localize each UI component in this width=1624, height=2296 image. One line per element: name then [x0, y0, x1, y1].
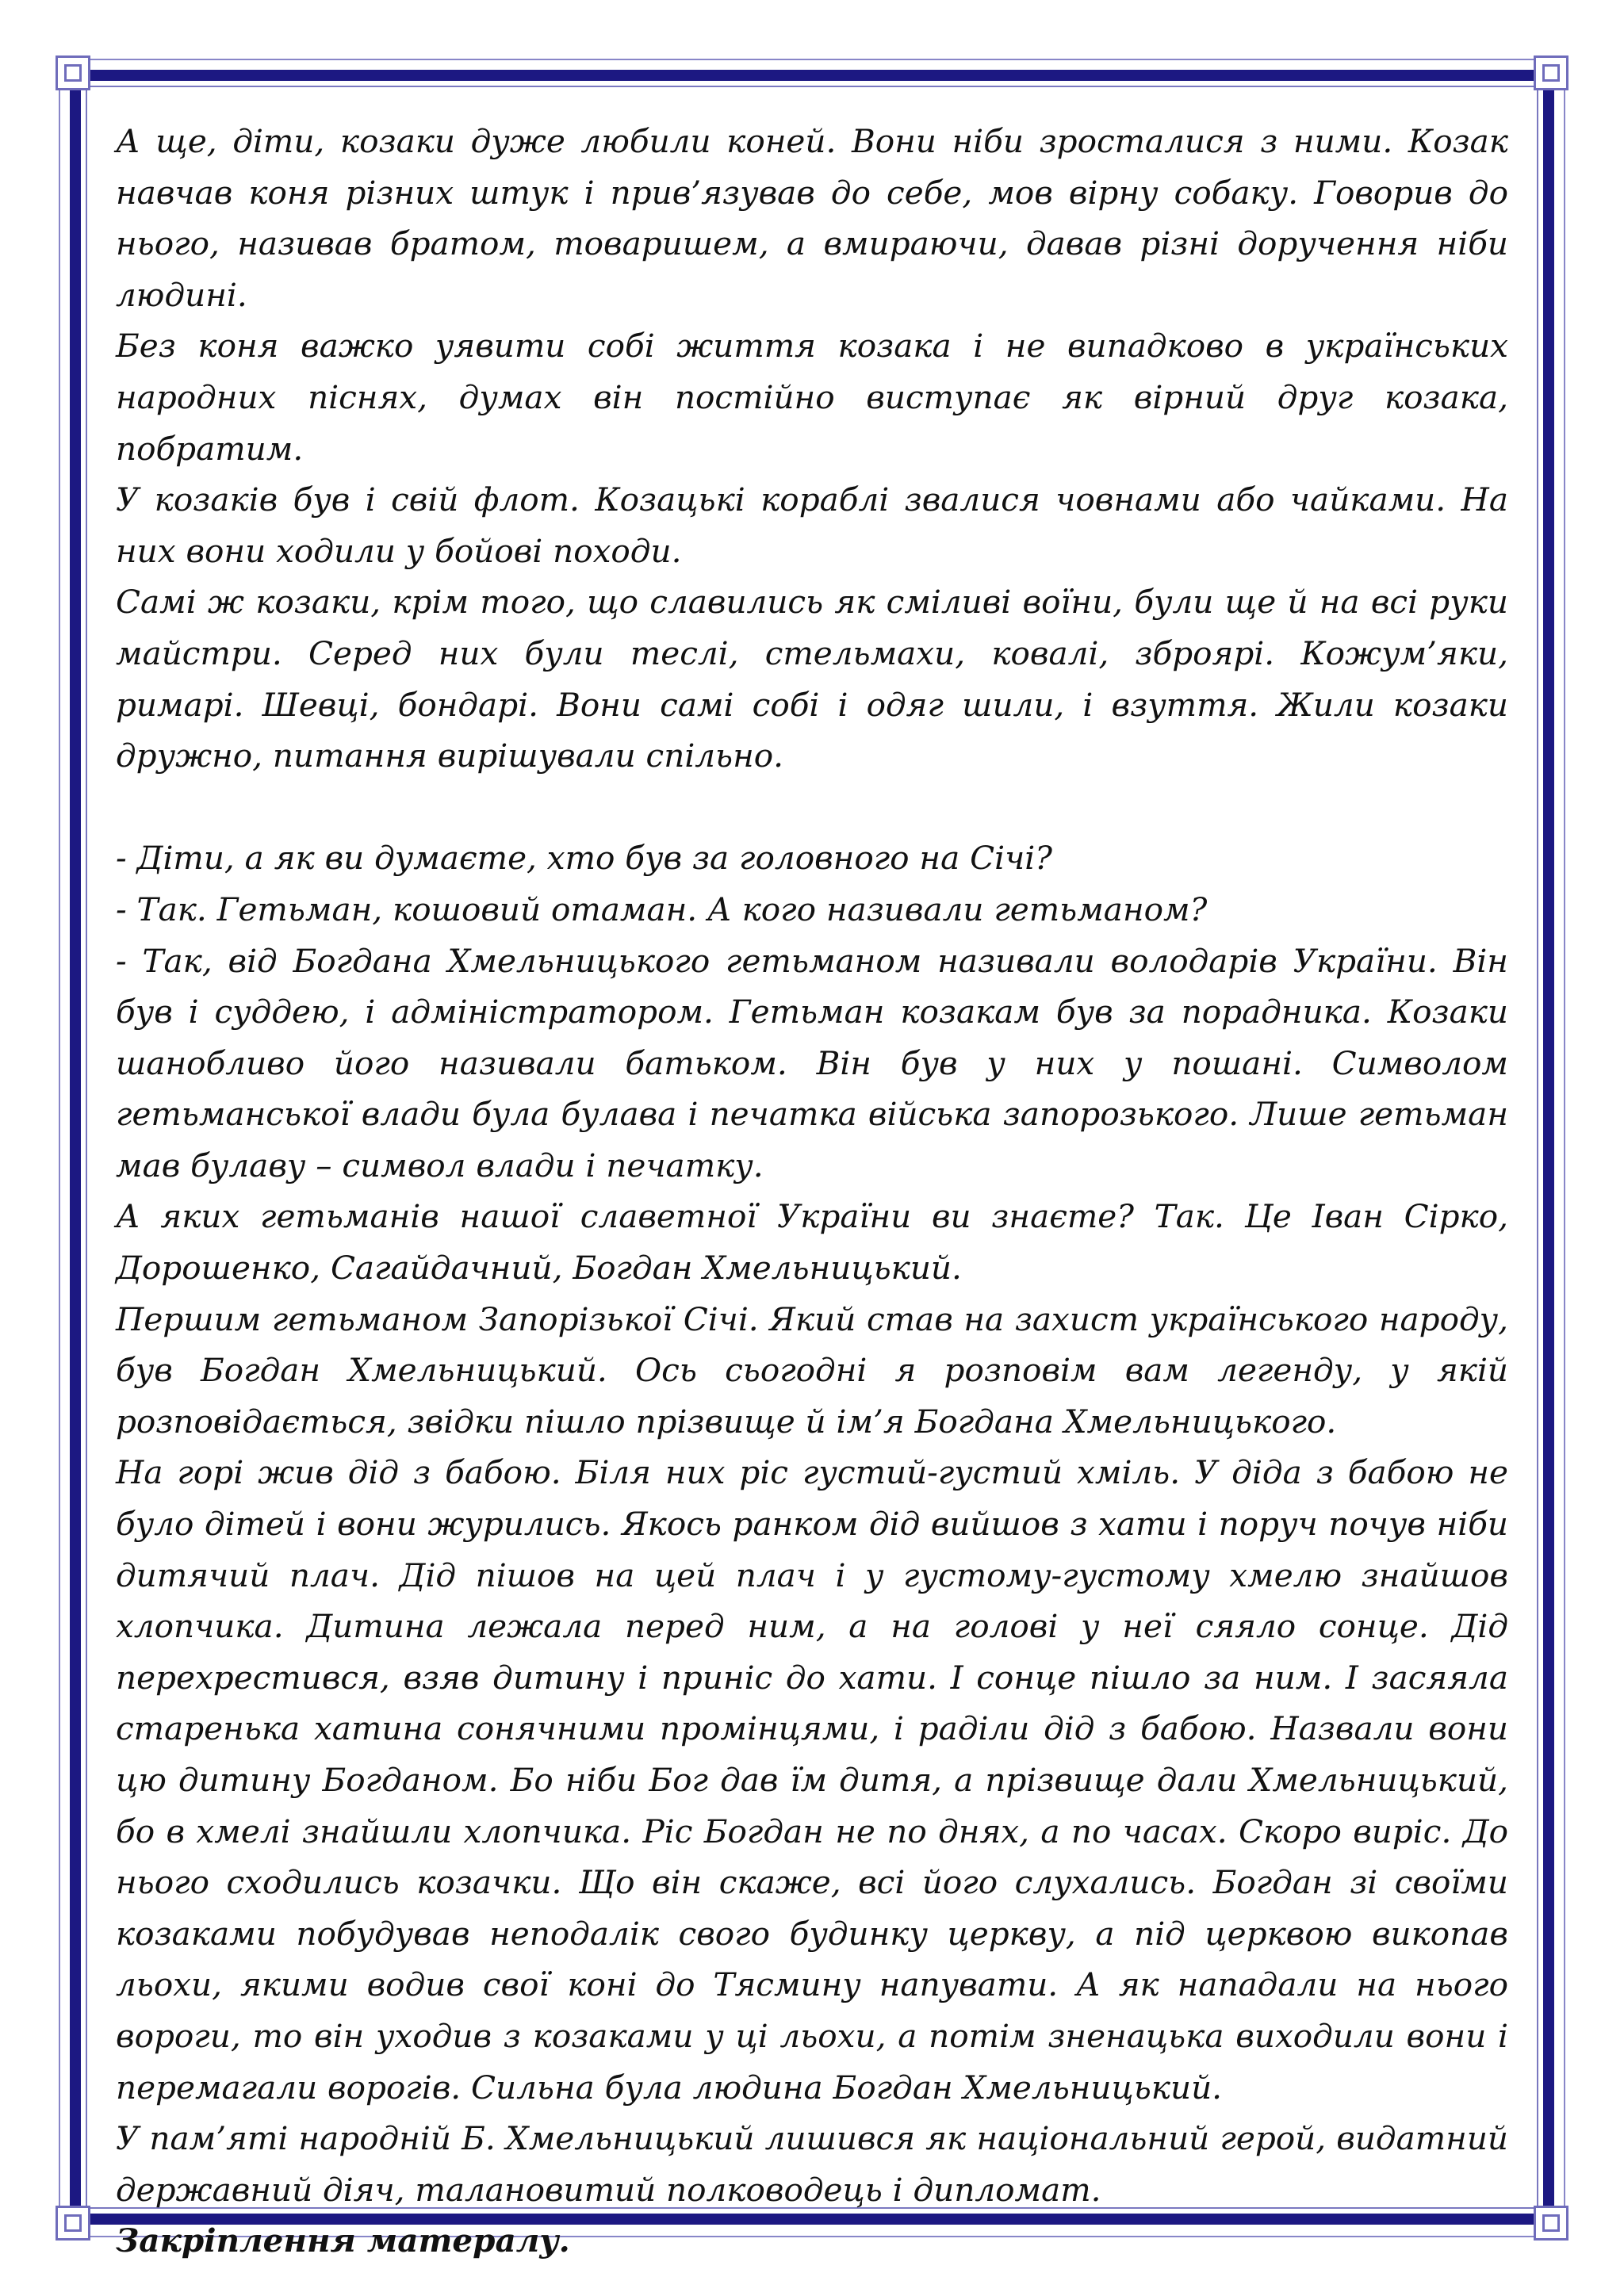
paragraph-hetmans-list: А яких гетьманів нашої славетної України ви знаєте? Так. Це Іван Сірко, Дорошенко, Сагайдачний, Богдан Хмельницький.: [116, 1197, 1508, 1288]
paragraph-hetman-role: - Так, від Богдана Хмельницького гетьманом називали володарів України. Він був і суддею, і адміністратором. Гетьман козакам був за порадника. Козаки шанобливо його називали батьком. Він був у них у пошані. Символом гетьманської влади була булава і печатка війська запорозького. Лише гетьман мав булаву – символ влади і печатку.: [116, 941, 1508, 1184]
corner-ornament-top-left: [56, 55, 90, 90]
paragraph-answer-hetman: - Так. Гетьман, кошовий отаман. А кого називали гетьманом?: [116, 890, 1208, 928]
border-line-left: [59, 55, 60, 2241]
paragraph-memory: У пам’яті народній Б. Хмельницький лишився як національний герой, видатний державний діяч, талановитий полководець і дипломат.: [116, 2119, 1508, 2209]
paragraph-horse-songs: Без коня важко уявити собі життя козака і не випадково в українських народних піснях, думах він постійно виступає як вірний друг козака, побратим.: [116, 327, 1508, 468]
document-body: [116, 116, 1508, 2267]
closing-heading: Закріплення матералу.: [116, 2221, 570, 2260]
paragraph-crafts: Самі ж козаки, крім того, що славились як сміливі воїни, були ще й на всі руки майстри. Серед них були теслі, стельмахи, ковалі, зброярі. Кожум’яки, римарі. Шевці, бондарі. Вони самі собі і одяг шили, і взуття. Жили козаки дружно, питання вирішували спільно.: [116, 583, 1508, 775]
border-line-top: [56, 59, 1568, 60]
paragraph-fleet: У козаків був і свій флот. Козацькі кораблі звалися човнами або чайками. На них вони ходили у бойові походи.: [116, 480, 1508, 570]
blank-line: [116, 782, 1508, 833]
paragraph-question-leader: - Діти, а як ви думаєте, хто був за головного на Січі?: [116, 839, 1052, 878]
paragraph-first-hetman: Першим гетьманом Запорізької Січі. Який став на захист українського народу, був Богдан Хмельницький. Ось сьогодні я розповім вам легенду, у якій розповідається, звідки пішло прізвище й ім’я Богдана Хмельницького.: [116, 1299, 1508, 1441]
corner-ornament-bottom-right: [1534, 2206, 1568, 2241]
corner-ornament-top-right: [1534, 55, 1568, 90]
paragraph-legend: На горі жив дід з бабою. Біля них ріс густий-густий хміль. У діда з бабою не було дітей і вони журились. Якось ранком дід вийшов з хати і поруч почув ніби дитячий плач. Дід пішов на цей плач і у густому-густому хмелю знайшов хлопчика. Дитина лежала перед ним, а на голові у неї сяяло сонце. Дід перехрестився, взяв дитину і приніс до хати. І сонце пішло за ним. І засяяла старенька хатина сонячними промінцями, і раділи дід з бабою. Назвали вони цю дитину Богданом. Бо ніби Бог дав їм дитя, а прізвище дали Хмельницький, бо в хмелі знайшли хлопчика. Ріс Богдан не по днях, а по часах. Скоро виріс. До нього сходились козачки. Що він скаже, всі його слухались. Богдан зі своїми козаками побудував неподалік свого будинку церкву, а під церквою викопав льохи, якими водив свої коні до Тясмину напувати. А як нападали на нього вороги, то він уходив з козаками у ці льохи, а потім зненацька виходили вони і перемагали ворогів. Сильна була людина Богдан Хмельницький.: [116, 1453, 1508, 2107]
corner-ornament-bottom-left: [56, 2206, 90, 2241]
border-line-right: [1564, 55, 1565, 2241]
paragraph-horses: А ще, діти, козаки дуже любили коней. Вони ніби зросталися з ними. Козак навчав коня різних штук і прив’язував до себе, мов вірну собаку. Говорив до нього, називав братом, товаришем, а вмираючи, давав різні доручення ніби людині.: [116, 122, 1508, 314]
